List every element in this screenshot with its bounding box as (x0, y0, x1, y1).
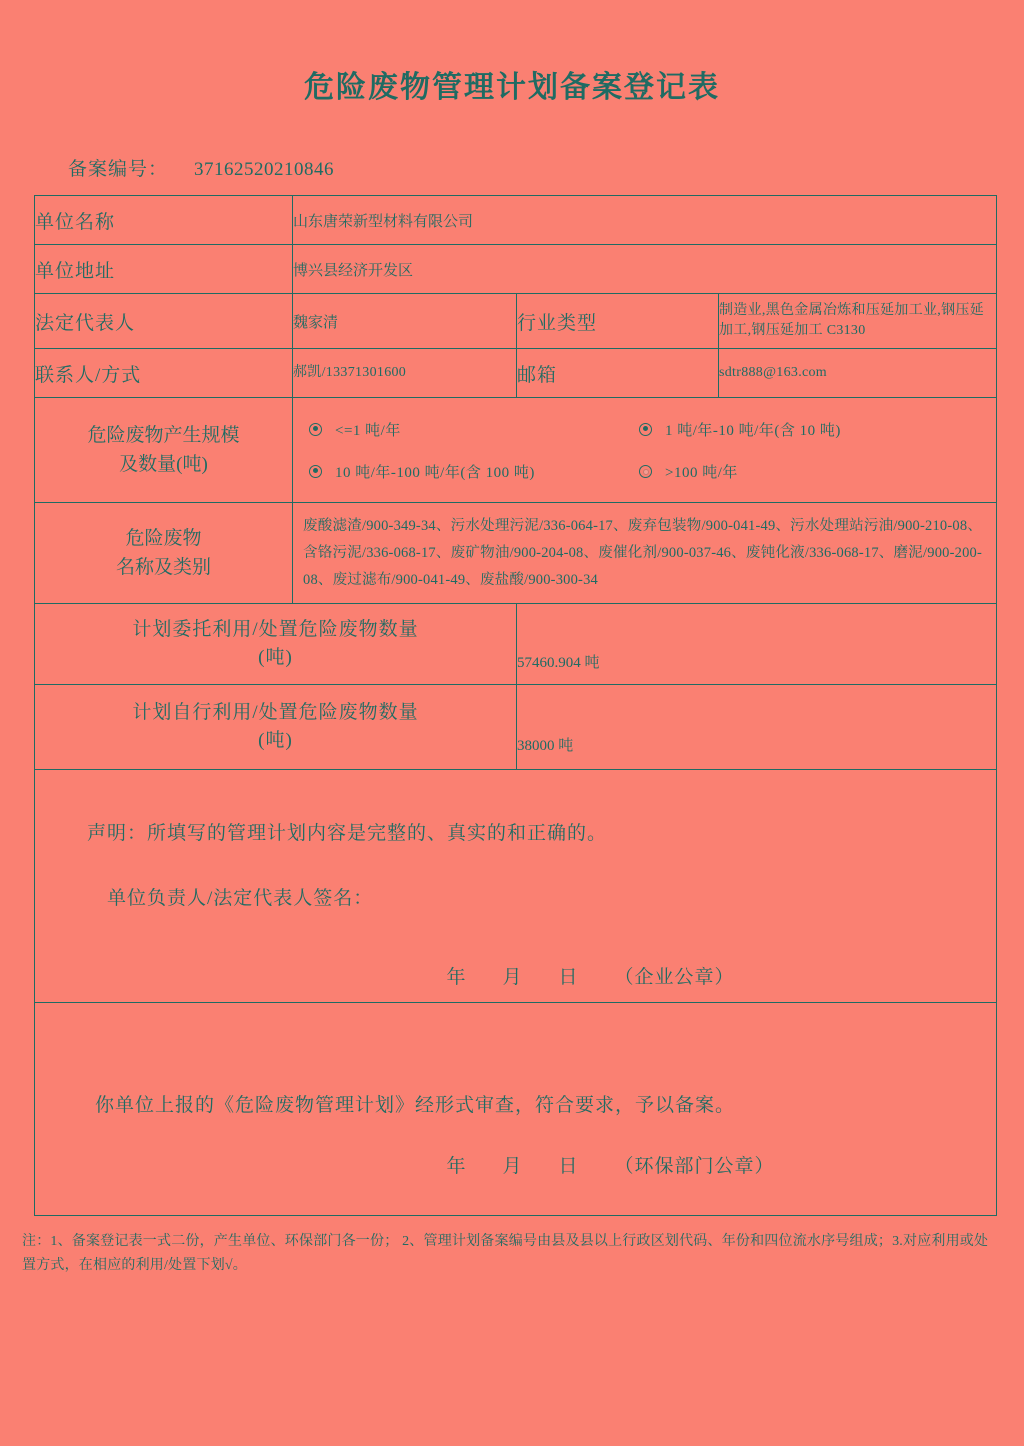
scale-option-4-label: >100 吨/年 (665, 464, 738, 481)
scale-label-line1: 危险废物产生规模 (87, 424, 240, 446)
registration-form-table (34, 195, 997, 1216)
table-row-approval (35, 1003, 997, 1216)
legal-rep-value: 魏家清 (293, 294, 517, 349)
table-row-contact (35, 349, 997, 398)
entrusted-amount-label-line2: (吨) (258, 647, 293, 669)
table-row-waste-list (35, 503, 997, 604)
declaration-seal-label: （企业公章） (614, 966, 735, 988)
approval-cell (35, 1003, 997, 1216)
email-label: 邮箱 (517, 349, 719, 398)
unit-name-value: 山东唐荣新型材料有限公司 (293, 196, 997, 245)
waste-value-cell (293, 503, 997, 604)
scale-label-line2: 及数量(吨) (119, 454, 208, 475)
self-amount-label-line2: (吨) (258, 730, 293, 752)
declaration-line1: 声明：所填写的管理计划内容是完整的、真实的和正确的。 (87, 822, 608, 844)
scale-option-3-label: 10 吨/年-100 吨/年(含 100 吨) (335, 464, 535, 481)
record-number-value: 37162520210846 (194, 159, 335, 180)
unit-name-label: 单位名称 (35, 196, 293, 245)
waste-label-line2: 名称及类别 (115, 557, 211, 579)
entrusted-amount-label (35, 604, 517, 685)
approval-month: 月 (502, 1156, 523, 1178)
contact-value: 郝凯/13371301600 (293, 349, 517, 398)
industry-label: 行业类型 (517, 294, 719, 349)
approval-block (35, 1040, 996, 1178)
approval-day: 日 (558, 1156, 579, 1178)
radio-selected-icon[interactable] (639, 423, 652, 436)
email-value: sdtr888@163.com (719, 349, 997, 398)
entrusted-amount-label-line1: 计划委托利用/处置危险废物数量 (132, 618, 419, 640)
footnote: 注：1、备案登记表一式二份，产生单位、环保部门各一份； 2、管理计划备案编号由县及县以上行政区划代码、年份和四位流水序号组成；3.对应利用或处置方式，在相应的利用/处置下划√。 (22, 1234, 989, 1274)
table-row-declaration (35, 770, 997, 1003)
legal-rep-label: 法定代表人 (35, 294, 293, 349)
scale-option-4[interactable] (639, 461, 738, 482)
scale-option-1[interactable] (309, 419, 639, 440)
page-title: 危险废物管理计划备案登记表 (304, 71, 720, 104)
radio-selected-icon[interactable] (309, 423, 322, 436)
record-number (68, 154, 1024, 181)
unit-address-label: 单位地址 (35, 245, 293, 294)
unit-address-value: 博兴县经济开发区 (293, 245, 997, 294)
declaration-day: 日 (558, 966, 579, 988)
scale-options-group (293, 400, 996, 500)
entrusted-amount-value: 57460.904 吨 (517, 604, 997, 685)
approval-year: 年 (446, 1156, 467, 1178)
declaration-block (35, 784, 996, 989)
self-amount-value: 38000 吨 (517, 685, 997, 770)
table-row-legal-rep (35, 294, 997, 349)
declaration-signature-label: 单位负责人/法定代表人签名： (107, 887, 374, 909)
scale-options-row-2 (309, 450, 996, 492)
approval-date-line (35, 1151, 996, 1178)
record-number-label: 备案编号： (68, 159, 169, 180)
waste-label (35, 503, 293, 604)
waste-value: 废酸滤渣/900-349-34、污水处理污泥/336-064-17、废弃包装物/900-041-49、污水处理站污油/900-210-08、含铬污泥/336-068-17、废矿物油/900-204-08、废催化剂/900-037-46、废钝化液/336-068-17、磨泥/900-200-08、废过滤布/900-041-49、废盐酸/900-300-34 (303, 518, 983, 588)
table-row-scale (35, 398, 997, 503)
scale-option-3[interactable] (309, 461, 639, 482)
scale-option-1-label: <=1 吨/年 (335, 422, 401, 439)
scale-option-2[interactable] (639, 419, 841, 440)
declaration-month: 月 (502, 966, 523, 988)
table-row-unit-address (35, 245, 997, 294)
table-row-self-amount (35, 685, 997, 770)
scale-option-2-label: 1 吨/年-10 吨/年(含 10 吨) (665, 422, 841, 439)
waste-label-line1: 危险废物 (125, 527, 202, 549)
table-row-unit-name (35, 196, 997, 245)
self-amount-label (35, 685, 517, 770)
approval-seal-label: （环保部门公章） (614, 1156, 775, 1178)
self-amount-label-line1: 计划自行利用/处置危险废物数量 (132, 701, 419, 723)
declaration-cell (35, 770, 997, 1003)
contact-label: 联系人/方式 (35, 349, 293, 398)
scale-options-row-1 (309, 408, 996, 450)
table-row-entrusted-amount (35, 604, 997, 685)
scale-options-cell (293, 398, 997, 503)
industry-value: 制造业,黑色金属冶炼和压延加工业,钢压延加工,钢压延加工 C3130 (719, 294, 997, 349)
approval-line1: 你单位上报的《危险废物管理计划》经形式审查，符合要求，予以备案。 (95, 1095, 736, 1117)
scale-label (35, 398, 293, 503)
radio-unselected-icon[interactable] (639, 465, 652, 478)
radio-selected-icon[interactable] (309, 465, 322, 478)
declaration-date-line (35, 962, 996, 989)
declaration-year: 年 (446, 966, 467, 988)
